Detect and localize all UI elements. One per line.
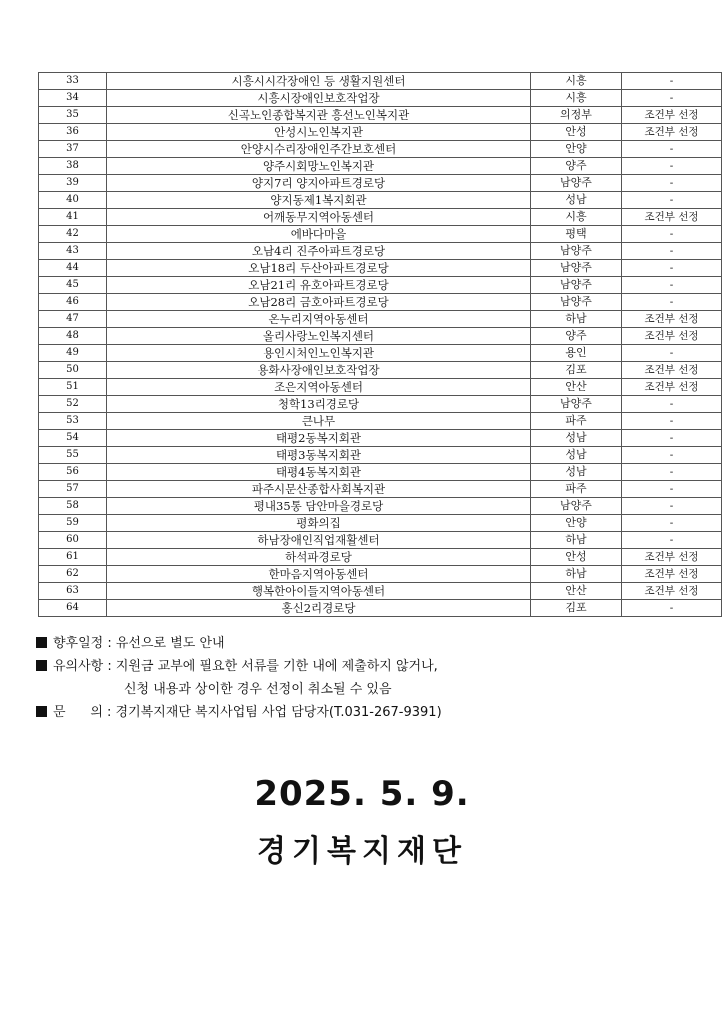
contact-text: 문 의 : 경기복지재단 복지사업팀 사업 담당자(T.031-267-9391): [53, 705, 442, 720]
selection-note: 조건부 선정: [622, 566, 722, 583]
row-number: 55: [39, 447, 107, 464]
region: 하남: [531, 532, 622, 549]
region: 양주: [531, 158, 622, 175]
facility-name: 오남21리 유호아파트경로당: [107, 277, 531, 294]
row-number: 58: [39, 498, 107, 515]
selection-note: -: [622, 90, 722, 107]
row-number: 53: [39, 413, 107, 430]
selection-note: 조건부 선정: [622, 583, 722, 600]
row-number: 51: [39, 379, 107, 396]
facility-name: 온누리지역아동센터: [107, 311, 531, 328]
region: 안양: [531, 141, 622, 158]
selection-note: -: [622, 226, 722, 243]
selection-note: -: [622, 430, 722, 447]
region: 남양주: [531, 260, 622, 277]
selection-note: -: [622, 413, 722, 430]
row-number: 43: [39, 243, 107, 260]
square-bullet-icon: [36, 660, 47, 671]
selection-note: -: [622, 175, 722, 192]
row-number: 35: [39, 107, 107, 124]
region: 용인: [531, 345, 622, 362]
facility-name: 하석파경로당: [107, 549, 531, 566]
row-number: 45: [39, 277, 107, 294]
selection-note: -: [622, 600, 722, 617]
table-row: [39, 328, 722, 345]
selection-note: -: [622, 158, 722, 175]
document-date: 2025. 5. 9.: [254, 774, 470, 814]
table-row: [39, 107, 722, 124]
facility-name: 양주시회망노인복지관: [107, 158, 531, 175]
table-row: [39, 413, 722, 430]
region: 성남: [531, 447, 622, 464]
facility-name: 에바다마을: [107, 226, 531, 243]
selection-note: -: [622, 515, 722, 532]
region: 성남: [531, 192, 622, 209]
row-number: 62: [39, 566, 107, 583]
row-number: 41: [39, 209, 107, 226]
region: 시흥: [531, 90, 622, 107]
organization-name: 경기복지재단: [257, 834, 467, 869]
row-number: 60: [39, 532, 107, 549]
table-row: [39, 515, 722, 532]
caution-text-1: 유의사항 : 지원금 교부에 필요한 서류를 기한 내에 제출하지 않거나,: [53, 659, 438, 674]
region: 성남: [531, 464, 622, 481]
row-number: 50: [39, 362, 107, 379]
table-row: [39, 481, 722, 498]
region: 안산: [531, 583, 622, 600]
row-number: 36: [39, 124, 107, 141]
facility-name: 조은지역아동센터: [107, 379, 531, 396]
facility-name: 오남4리 진주아파트경로당: [107, 243, 531, 260]
table-row: [39, 209, 722, 226]
selection-note: -: [622, 260, 722, 277]
region: 남양주: [531, 243, 622, 260]
facility-name: 오남18리 두산아파트경로당: [107, 260, 531, 277]
region: 하남: [531, 566, 622, 583]
selection-note: 조건부 선정: [622, 549, 722, 566]
row-number: 59: [39, 515, 107, 532]
selection-results-table: [38, 72, 722, 617]
table-row: [39, 583, 722, 600]
row-number: 56: [39, 464, 107, 481]
table-row: [39, 464, 722, 481]
caution-note-continued: [36, 678, 686, 701]
table-row: [39, 124, 722, 141]
row-number: 54: [39, 430, 107, 447]
square-bullet-icon: [36, 637, 47, 648]
schedule-text: 향후일정 : 유선으로 별도 안내: [53, 636, 225, 651]
table-row: [39, 345, 722, 362]
table-row: [39, 294, 722, 311]
table-row: [39, 311, 722, 328]
facility-name: 용인시처인노인복지관: [107, 345, 531, 362]
region: 평택: [531, 226, 622, 243]
table-row: [39, 379, 722, 396]
facility-name: 용화사장애인보호작업장: [107, 362, 531, 379]
facility-name: 행복한아이들지역아동센터: [107, 583, 531, 600]
facility-name: 오남28리 금호아파트경로당: [107, 294, 531, 311]
row-number: 64: [39, 600, 107, 617]
facility-name: 큰나무: [107, 413, 531, 430]
region: 김포: [531, 600, 622, 617]
row-number: 33: [39, 73, 107, 90]
row-number: 37: [39, 141, 107, 158]
region: 양주: [531, 328, 622, 345]
table-row: [39, 243, 722, 260]
facility-name: 파주시문산종합사회복지관: [107, 481, 531, 498]
schedule-note: [36, 632, 686, 655]
region: 의정부: [531, 107, 622, 124]
table-row: [39, 396, 722, 413]
selection-note: 조건부 선정: [622, 107, 722, 124]
caution-text-2: 신청 내용과 상이한 경우 선정이 취소될 수 있음: [124, 682, 392, 697]
table-row: [39, 192, 722, 209]
facility-name: 청학13리경로당: [107, 396, 531, 413]
selection-note: -: [622, 447, 722, 464]
table-row: [39, 430, 722, 447]
selection-note: -: [622, 277, 722, 294]
region: 파주: [531, 481, 622, 498]
facility-name: 홍신2리경로당: [107, 600, 531, 617]
row-number: 49: [39, 345, 107, 362]
row-number: 47: [39, 311, 107, 328]
facility-name: 어깨동무지역아동센터: [107, 209, 531, 226]
row-number: 63: [39, 583, 107, 600]
selection-note: -: [622, 73, 722, 90]
region: 안성: [531, 549, 622, 566]
caution-note: [36, 655, 686, 678]
table-row: [39, 600, 722, 617]
row-number: 40: [39, 192, 107, 209]
selection-note: 조건부 선정: [622, 209, 722, 226]
facility-name: 안성시노인복지관: [107, 124, 531, 141]
table-row: [39, 362, 722, 379]
square-bullet-icon: [36, 706, 47, 717]
table-row: [39, 73, 722, 90]
row-number: 46: [39, 294, 107, 311]
region: 김포: [531, 362, 622, 379]
region: 남양주: [531, 396, 622, 413]
region: 시흥: [531, 73, 622, 90]
region: 남양주: [531, 498, 622, 515]
selection-note: -: [622, 294, 722, 311]
table-row: [39, 532, 722, 549]
selection-note: -: [622, 464, 722, 481]
row-number: 52: [39, 396, 107, 413]
table-row: [39, 175, 722, 192]
selection-note: -: [622, 243, 722, 260]
facility-name: 시흥시시각장애인 등 생활지원센터: [107, 73, 531, 90]
row-number: 39: [39, 175, 107, 192]
table-body: [39, 73, 722, 617]
selection-note: 조건부 선정: [622, 311, 722, 328]
table-row: [39, 498, 722, 515]
table-row: [39, 277, 722, 294]
row-number: 57: [39, 481, 107, 498]
region: 성남: [531, 430, 622, 447]
table-row: [39, 90, 722, 107]
row-number: 38: [39, 158, 107, 175]
facility-name: 평내35통 담안마을경로당: [107, 498, 531, 515]
facility-name: 태평4동복지회관: [107, 464, 531, 481]
region: 파주: [531, 413, 622, 430]
selection-note: 조건부 선정: [622, 362, 722, 379]
table-row: [39, 158, 722, 175]
table-row: [39, 549, 722, 566]
region: 남양주: [531, 277, 622, 294]
region: 하남: [531, 311, 622, 328]
table-row: [39, 447, 722, 464]
table-row: [39, 226, 722, 243]
facility-name: 양지동제1복지회관: [107, 192, 531, 209]
table-row: [39, 141, 722, 158]
selection-note: 조건부 선정: [622, 379, 722, 396]
row-number: 34: [39, 90, 107, 107]
facility-name: 신곡노인종합복지관 흥선노인복지관: [107, 107, 531, 124]
facility-name: 양지7리 양지아파트경로당: [107, 175, 531, 192]
selection-note: 조건부 선정: [622, 124, 722, 141]
selection-note: -: [622, 345, 722, 362]
region: 안성: [531, 124, 622, 141]
region: 안산: [531, 379, 622, 396]
row-number: 44: [39, 260, 107, 277]
region: 남양주: [531, 294, 622, 311]
contact-note: [36, 701, 686, 724]
facility-name: 시흥시장애인보호작업장: [107, 90, 531, 107]
region: 시흥: [531, 209, 622, 226]
table-row: [39, 260, 722, 277]
selection-note: -: [622, 481, 722, 498]
selection-note: -: [622, 498, 722, 515]
facility-name: 평화의집: [107, 515, 531, 532]
region: 남양주: [531, 175, 622, 192]
facility-name: 올리사랑노인복지센터: [107, 328, 531, 345]
notice-section: [36, 632, 686, 724]
selection-note: -: [622, 532, 722, 549]
selection-note: -: [622, 192, 722, 209]
facility-name: 안양시수리장애인주간보호센터: [107, 141, 531, 158]
facility-name: 태평3동복지회관: [107, 447, 531, 464]
selection-note: 조건부 선정: [622, 328, 722, 345]
row-number: 48: [39, 328, 107, 345]
facility-name: 태평2동복지회관: [107, 430, 531, 447]
facility-name: 한마음지역아동센터: [107, 566, 531, 583]
facility-name: 하남장애인직업재활센터: [107, 532, 531, 549]
row-number: 61: [39, 549, 107, 566]
table-row: [39, 566, 722, 583]
selection-note: -: [622, 396, 722, 413]
selection-note: -: [622, 141, 722, 158]
row-number: 42: [39, 226, 107, 243]
region: 안양: [531, 515, 622, 532]
